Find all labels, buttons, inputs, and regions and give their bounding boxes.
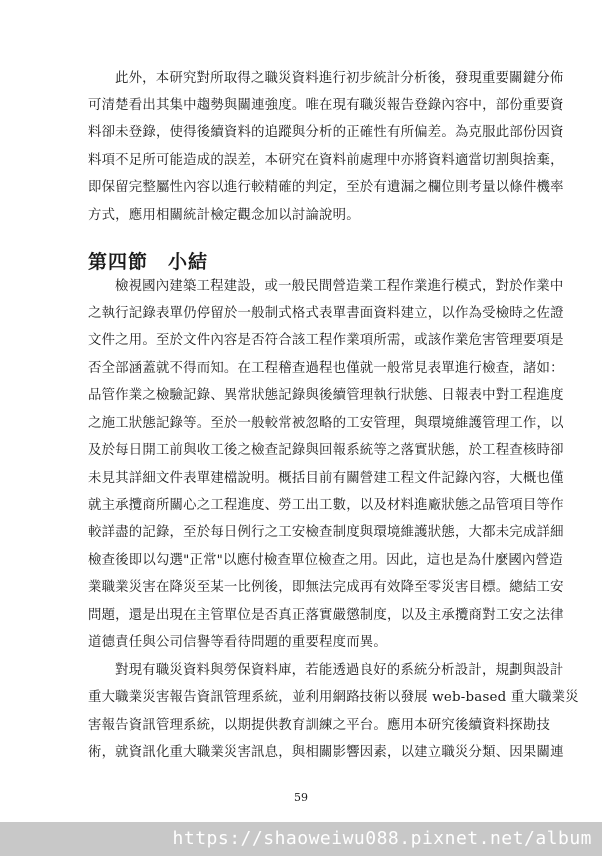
paragraph3-line: 術，就資訊化重大職業災害訊息，與相關影響因素，以建立職災分類、因果關連	[88, 745, 564, 760]
paragraph1-line: 料卻未登錄，使得後續資料的追蹤與分析的正確性有所偏差。為克服此部份因資	[88, 125, 564, 140]
paragraph2-line: 問題，還是出現在主管單位是否真正落實嚴懲制度，以及主承攬商對工安之法律	[88, 608, 564, 623]
paragraph3-line: 重大職業災害報告資訊管理系統，並利用網路技術以發展 web-based 重大職業災	[88, 690, 579, 705]
paragraph2-line: 道德責任與公司信譽等看待問題的重要程度而異。	[88, 635, 387, 650]
paragraph2-line: 否全部涵蓋就不得而知。在工程稽查過程也僅就一般常見表單進行檢查，諸如：	[88, 361, 564, 376]
paragraph2-line: 文件之用。至於文件內容是否符合該工程作業項所需，或該作業危害管理要項是	[88, 333, 564, 348]
paragraph2-line: 檢查後即以勾選"正常"以應付檢查單位檢查之用。因此，這也是為什麼國內營造	[88, 553, 563, 568]
paragraph2-line: 之施工狀態記錄等。至於一般較常被忽略的工安管理，與環境維護管理工作，以	[88, 416, 564, 431]
paragraph2-line: 業職業災害在降災至某一比例後，即無法完成再有效降至零災害目標。總結工安	[88, 580, 564, 595]
paragraph3-line: 害報告資訊管理系統，以期提供教育訓練之平台。應用本研究後續資料探勘技	[88, 718, 551, 733]
paragraph1-line: 可清楚看出其集中趨勢與關連強度。唯在現有職災報告登錄內容中，部份重要資	[88, 98, 564, 113]
paragraph2-line: 未見其詳細文件表單建檔說明。概括目前有關營建工程文件記錄內容，大概也僅	[88, 471, 564, 486]
paragraph1-line: 方式，應用相關統計檢定觀念加以討論說明。	[88, 208, 360, 223]
section-heading: 第四節 小結	[88, 251, 209, 273]
paragraph2-line: 就主承攬商所關心之工程進度、勞工出工數，以及材料進廠狀態之品管項目等作	[88, 498, 564, 513]
watermark-bar	[0, 822, 602, 856]
page-number: 59	[294, 791, 308, 804]
paragraph2-line: 及於每日開工前與收工後之檢查記錄與回報系統等之落實狀態，於工程查核時卻	[88, 443, 564, 458]
paragraph1-line: 此外，本研究對所取得之職災資料進行初步統計分析後，發現重要關鍵分佈	[115, 71, 564, 86]
paragraph2-line: 品管作業之檢驗記錄、異常狀態記錄與後續管理執行狀態、日報表中對工程進度	[88, 388, 564, 403]
paragraph1-line: 料項不足所可能造成的誤差，本研究在資料前處理中亦將資料適當切割與捨棄，	[88, 153, 564, 168]
watermark-url[interactable]: https://shaoweiwu088.pixnet.net/album	[172, 828, 592, 849]
paragraph2-line: 檢視國內建築工程建設，或一般民間營造業工程作業進行模式，對於作業中	[115, 279, 564, 294]
paragraph1-line: 即保留完整屬性內容以進行較精確的判定，至於有遺漏之欄位則考量以條件機率	[88, 180, 564, 195]
paragraph2-line: 較詳盡的記錄，至於每日例行之工安檢查制度與環境維護狀態，大都未完成詳細	[88, 525, 564, 540]
paragraph3-line: 對現有職災資料與勞保資料庫，若能透過良好的系統分析設計，規劃與設計	[115, 663, 564, 678]
paragraph2-line: 之執行記錄表單仍停留於一般制式格式表單書面資料建立，以作為受檢時之佐證	[88, 306, 564, 321]
